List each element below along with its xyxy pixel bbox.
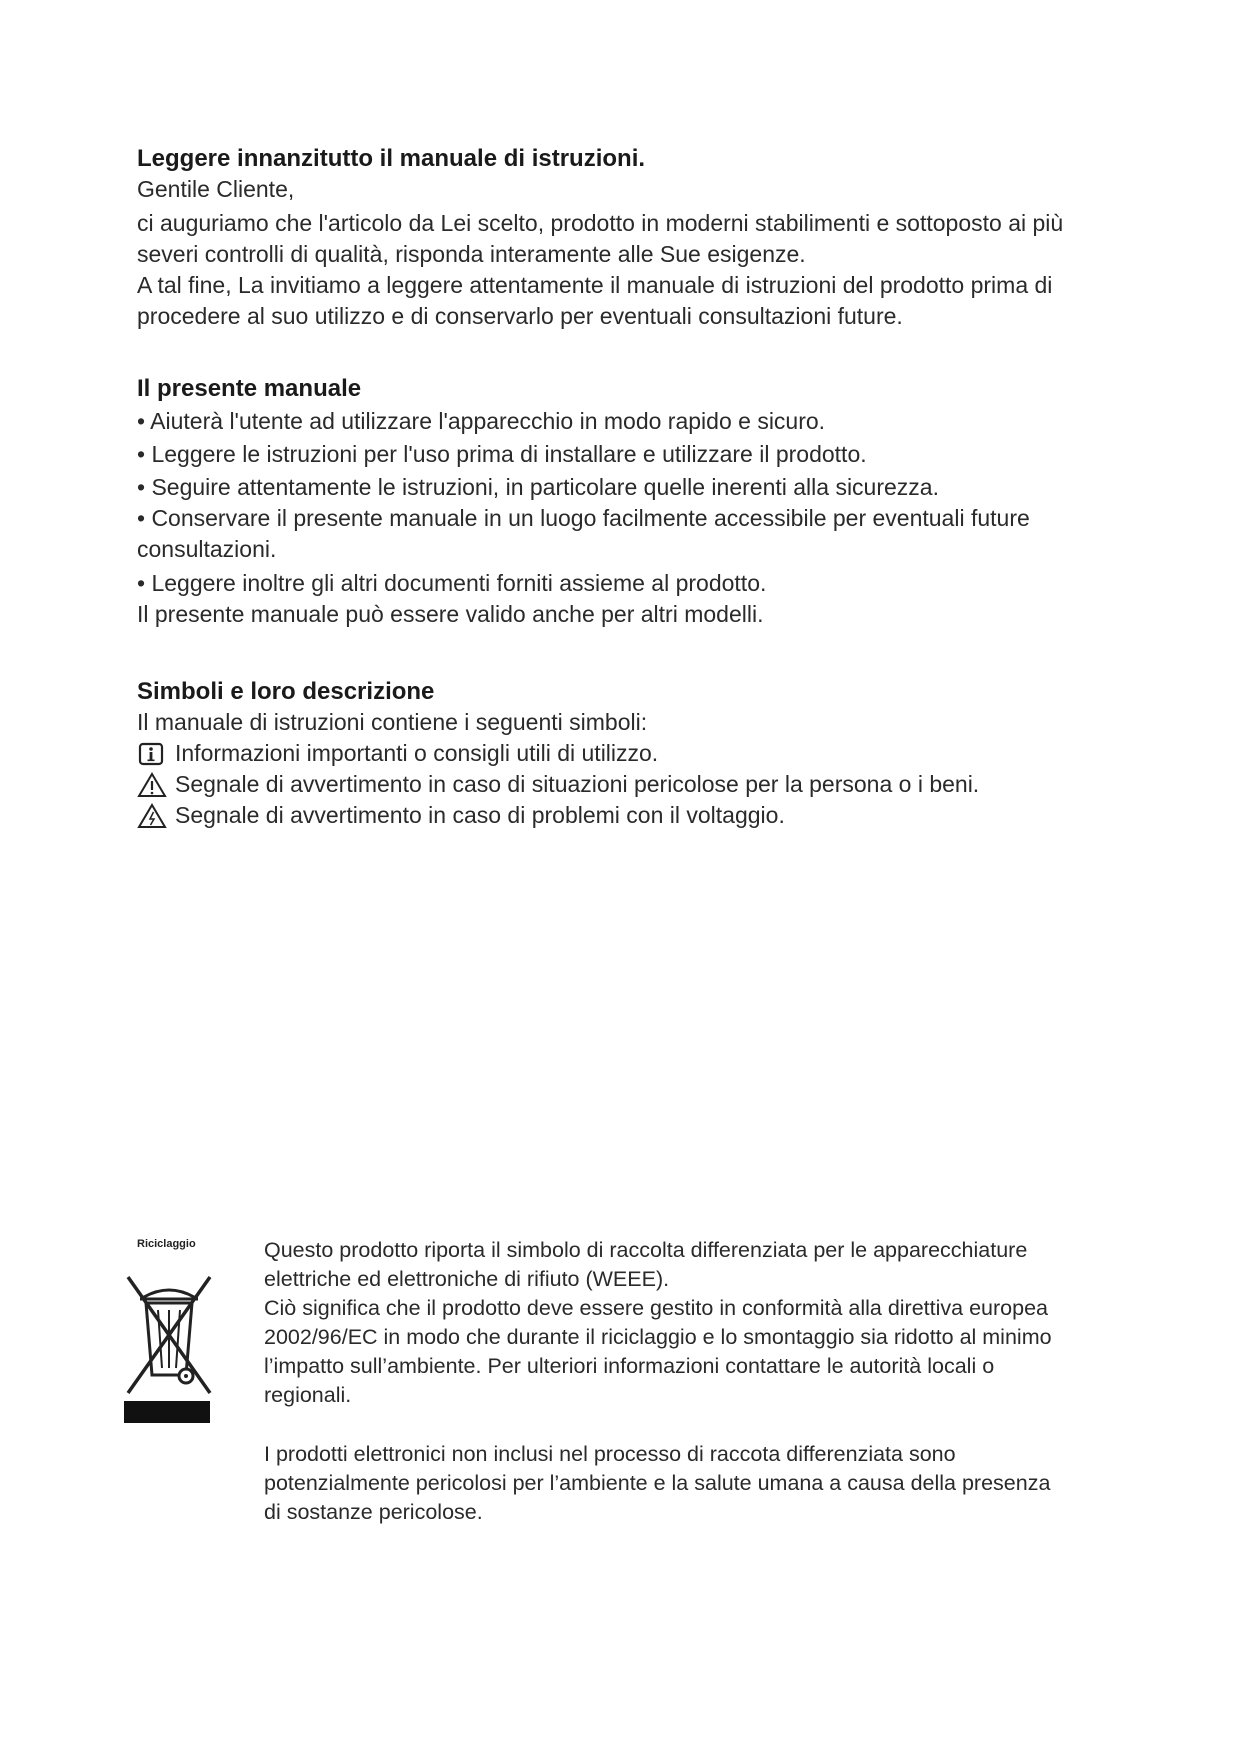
symbol-row-info xyxy=(137,738,1117,769)
symbols-intro: Il manuale di istruzioni contiene i seguenti simboli: xyxy=(137,709,648,735)
symbol-voltage-text: Segnale di avvertimento in caso di problemi con il voltaggio. xyxy=(175,802,785,828)
warning-icon xyxy=(137,772,167,798)
info-icon xyxy=(137,741,167,767)
manual-item: • Leggere le istruzioni per l'uso prima di installare e utilizzare il prodotto. xyxy=(137,441,867,467)
manual-title: Il presente manuale xyxy=(137,375,362,402)
recycling-paragraph-3: I prodotti elettronici non inclusi nel processo di raccota differenziata sono potenzialmente pericolosi per l’ambiente e la salute umana a causa della presenza di sostanze pericolose. xyxy=(264,1442,1051,1524)
symbol-info-text: Informazioni importanti o consigli utili di utilizzo. xyxy=(175,740,659,766)
voltage-warning-icon xyxy=(137,803,167,829)
intro-paragraph-1: ci auguriamo che l'articolo da Lei scelto, prodotto in moderni stabilimenti e sottoposto ai più severi controlli di qualità, risponda interamente alle Sue esigenze. xyxy=(137,210,1064,267)
recycling-paragraph-2: Ciò significa che il prodotto deve essere gestito in conformità alla direttiva europea 2002/96/EC in modo che durante il riciclaggio e lo smontaggio sia ridotto al minimo l’impatto sull’ambiente. Per ulteriori informazioni contattare le autorità locali o regionali. xyxy=(264,1296,1052,1407)
manual-item: • Conservare il presente manuale in un luogo facilmente accessibile per eventuali future consultazioni. xyxy=(137,505,1030,562)
symbol-warning-text: Segnale di avvertimento in caso di situazioni pericolose per la persona o i beni. xyxy=(175,771,980,797)
manual-section xyxy=(137,374,1117,630)
symbol-row-voltage xyxy=(137,800,1117,831)
manual-item: • Aiuterà l'utente ad utilizzare l'apparecchio in modo rapido e sicuro. xyxy=(137,408,826,434)
intro-section xyxy=(137,144,1117,332)
crossed-bin-icon xyxy=(124,1265,214,1425)
recycling-label: Riciclaggio xyxy=(137,1238,196,1250)
symbols-section xyxy=(137,677,1117,831)
intro-title: Leggere innanzitutto il manuale di istruzioni. xyxy=(137,145,646,172)
recycling-paragraph-1: Questo prodotto riporta il simbolo di raccolta differenziata per le apparecchiature elettriche ed elettroniche di rifiuto (WEEE). xyxy=(264,1238,1028,1291)
symbols-title: Simboli e loro descrizione xyxy=(137,678,435,705)
manual-note: Il presente manuale può essere valido anche per altri modelli. xyxy=(137,601,764,627)
intro-paragraph-2: A tal fine, La invitiamo a leggere attentamente il manuale di istruzioni del prodotto prima di procedere al suo utilizzo e di conservarlo per eventuali consultazioni future. xyxy=(137,272,1053,329)
symbol-row-warning xyxy=(137,769,1117,800)
manual-item: • Leggere inoltre gli altri documenti forniti assieme al prodotto. xyxy=(137,570,767,596)
manual-item: • Seguire attentamente le istruzioni, in particolare quelle inerenti alla sicurezza. xyxy=(137,474,939,500)
greeting: Gentile Cliente, xyxy=(137,176,295,202)
